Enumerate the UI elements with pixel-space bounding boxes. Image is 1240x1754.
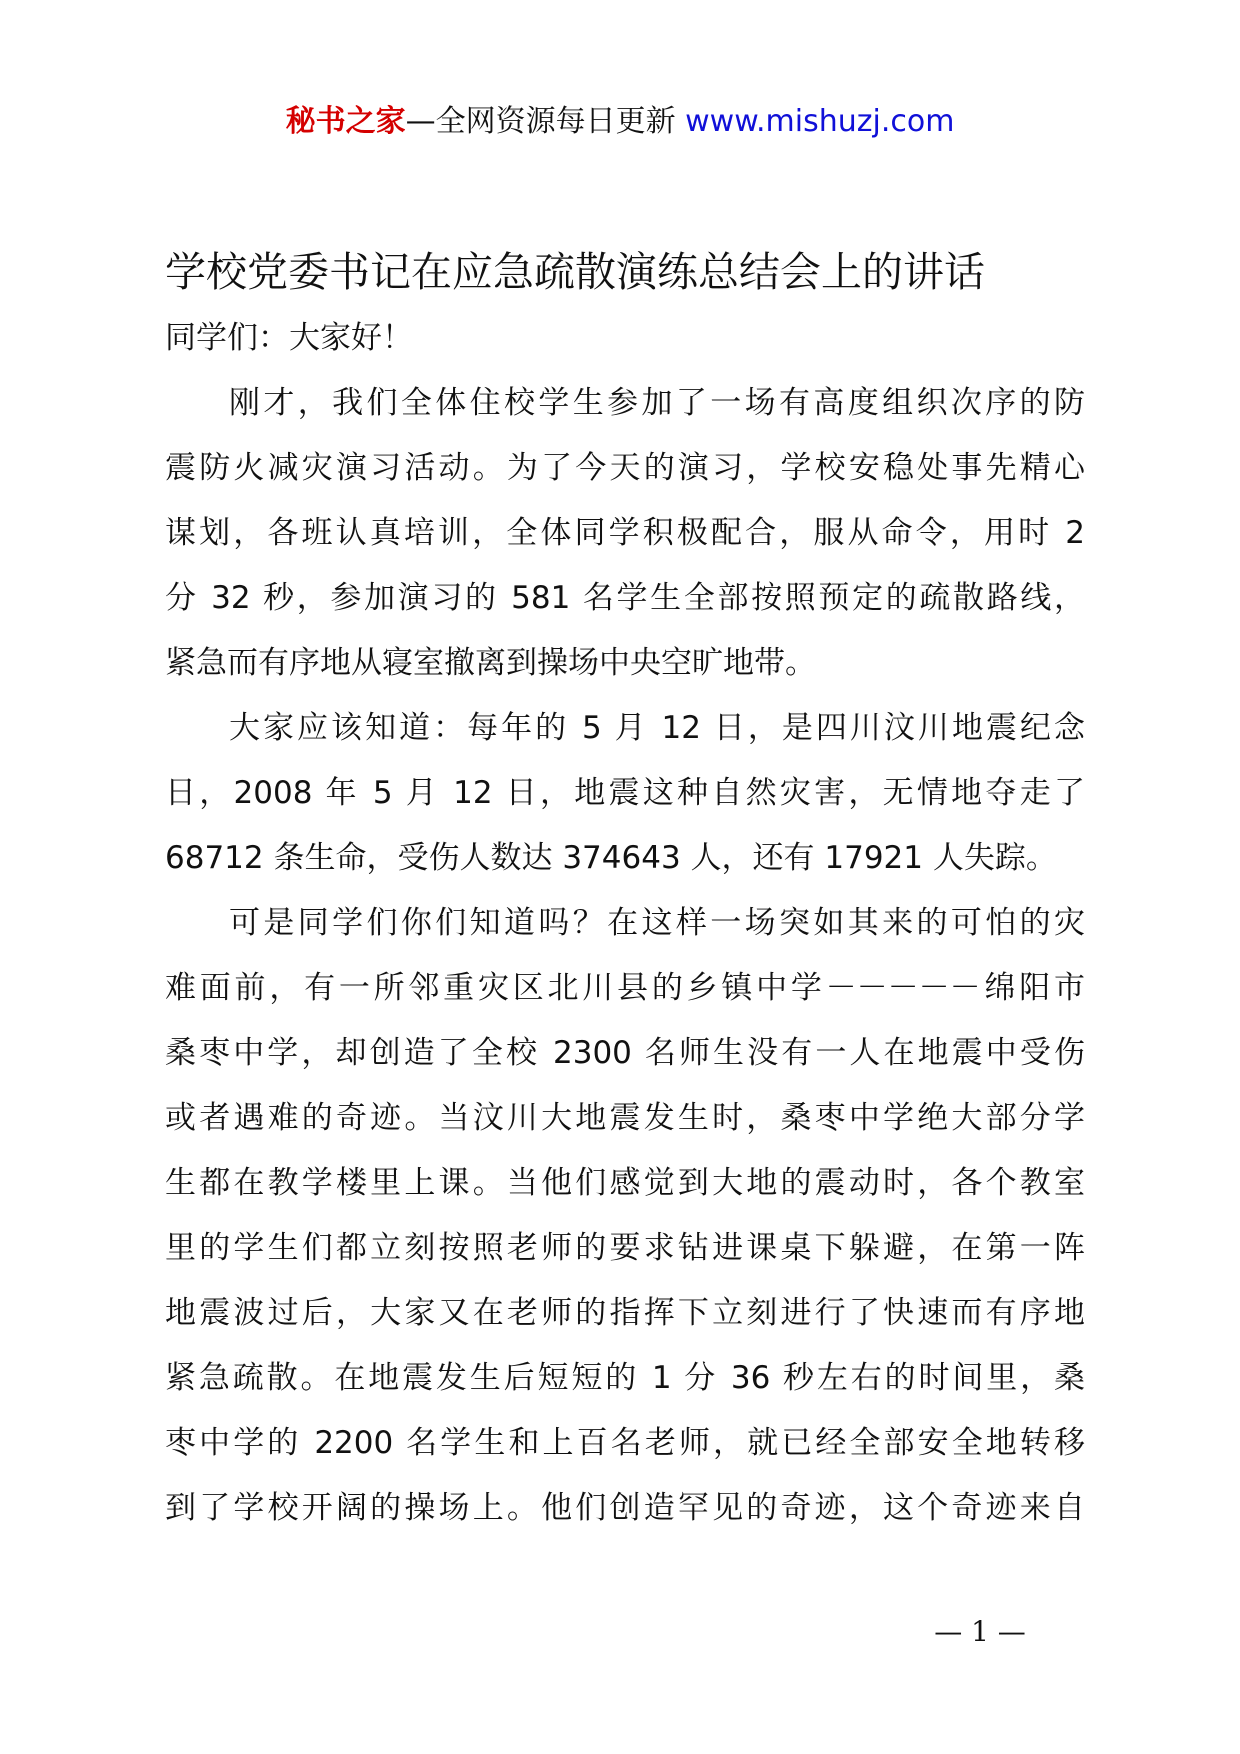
paragraph-line: 里的学生们都立刻按照老师的要求钻进课桌下躲避，在第一阵 <box>165 1230 1085 1266</box>
paragraph-line: 68712 条生命，受伤人数达 374643 人，还有 17921 人失踪。 <box>165 840 1057 876</box>
paragraph-line: 地震波过后，大家又在老师的指挥下立刻进行了快速而有序地 <box>165 1295 1085 1331</box>
greeting: 同学们：大家好！ <box>165 320 413 356</box>
paragraph-line: 紧急而有序地从寝室撤离到操场中央空旷地带。 <box>165 645 816 681</box>
paragraph-3 <box>165 891 1085 1541</box>
paragraph-line: 枣中学的 2200 名学生和上百名老师，就已经全部安全地转移 <box>165 1425 1085 1461</box>
paragraph-line: 到了学校开阔的操场上。他们创造罕见的奇迹，这个奇迹来自 <box>165 1490 1085 1526</box>
paragraph-line: 桑枣中学，却创造了全校 2300 名师生没有一人在地震中受伤 <box>165 1035 1085 1071</box>
site-header <box>0 100 1240 144</box>
paragraph-line: 分 32 秒，参加演习的 581 名学生全部按照预定的疏散路线， <box>165 580 1085 616</box>
site-brand: 秘书之家 <box>285 104 406 139</box>
paragraph-line: 日，2008 年 5 月 12 日，地震这种自然灾害，无情地夺走了 <box>165 775 1085 811</box>
paragraph-line: 大家应该知道：每年的 5 月 12 日，是四川汶川地震纪念 <box>229 710 1085 746</box>
paragraph-line: 或者遇难的奇迹。当汶川大地震发生时，桑枣中学绝大部分学 <box>165 1100 1085 1136</box>
paragraph-line: 难面前，有一所邻重灾区北川县的乡镇中学－－－－－绵阳市 <box>165 970 1085 1006</box>
paragraph-2 <box>165 696 1085 891</box>
paragraph-line: 刚才，我们全体住校学生参加了一场有高度组织次序的防 <box>229 385 1085 421</box>
paragraph-1 <box>165 371 1085 696</box>
paragraph-line: 震防火减灾演习活动。为了今天的演习，学校安稳处事先精心 <box>165 450 1085 486</box>
paragraph-line: 生都在教学楼里上课。当他们感觉到大地的震动时，各个教室 <box>165 1165 1085 1201</box>
site-url-link[interactable]: www.mishuzj.com <box>685 104 955 139</box>
site-tagline: —全网资源每日更新 <box>405 104 676 139</box>
paragraph-line: 紧急疏散。在地震发生后短短的 1 分 36 秒左右的时间里，桑 <box>165 1360 1085 1396</box>
page-number: — 1 — <box>934 1615 1026 1648</box>
document-body <box>165 306 1085 1541</box>
document-title: 学校党委书记在应急疏散演练总结会上的讲话 <box>165 248 985 296</box>
paragraph-line: 谋划，各班认真培训，全体同学积极配合，服从命令，用时 2 <box>165 515 1085 551</box>
paragraph-line: 可是同学们你们知道吗？在这样一场突如其来的可怕的灾 <box>229 905 1085 941</box>
